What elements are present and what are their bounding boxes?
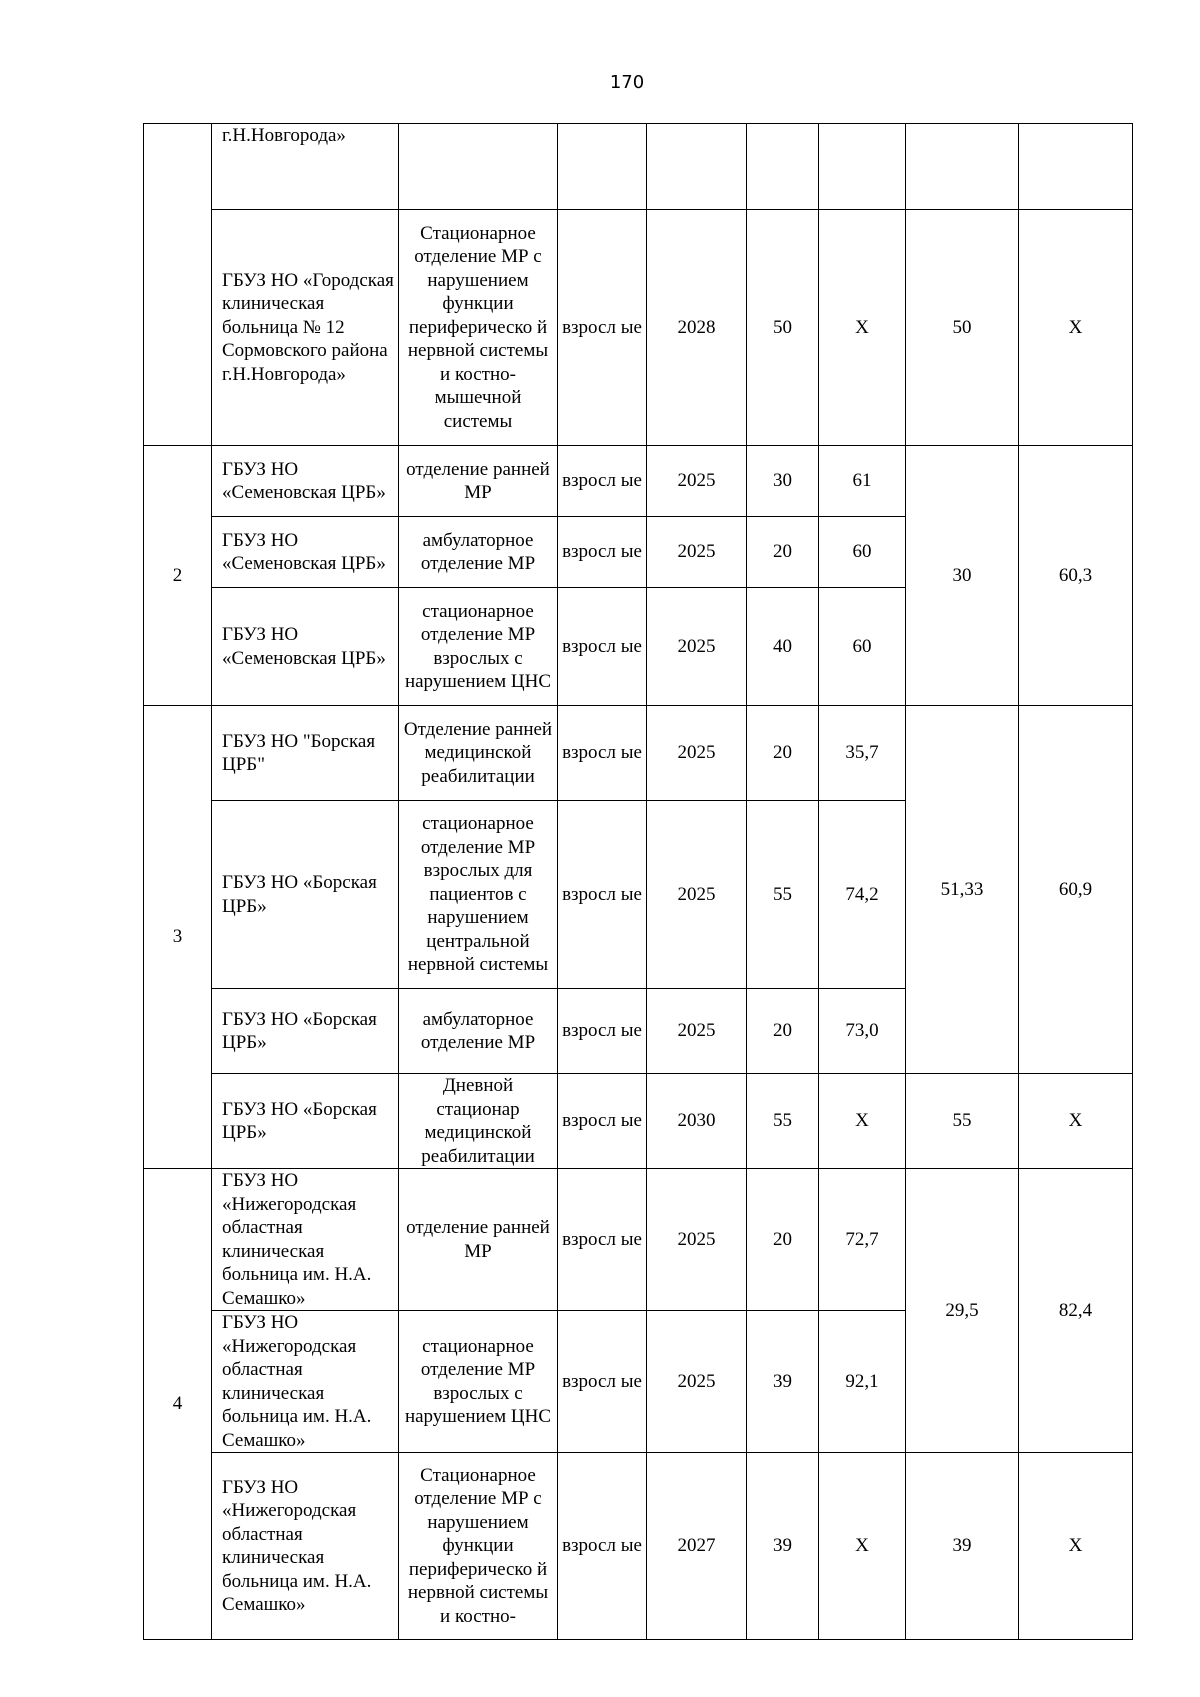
load-cell: 72,7 bbox=[819, 1169, 906, 1311]
department-cell: амбулаторное отделение МР bbox=[399, 517, 558, 588]
age-group-cell: взросл ые bbox=[558, 801, 647, 989]
year-cell: 2025 bbox=[647, 1169, 747, 1311]
age-group-cell: взросл ые bbox=[558, 1074, 647, 1169]
load-cell: 35,7 bbox=[819, 706, 906, 801]
total-load-cell: 60,3 bbox=[1019, 446, 1133, 706]
department-cell: стационарное отделение МР взрослых с нарушением ЦНС bbox=[399, 588, 558, 706]
beds-cell: 55 bbox=[747, 1074, 819, 1169]
beds-cell: 20 bbox=[747, 706, 819, 801]
total-beds-cell bbox=[906, 124, 1019, 210]
beds-cell: 20 bbox=[747, 989, 819, 1074]
department-cell: Отделение ранней медицинской реабилитации bbox=[399, 706, 558, 801]
department-cell: отделение ранней МР bbox=[399, 446, 558, 517]
age-group-cell: взросл ые bbox=[558, 1311, 647, 1453]
load-cell: Х bbox=[819, 1453, 906, 1640]
table-row bbox=[144, 210, 1133, 446]
department-cell: амбулаторное отделение МР bbox=[399, 989, 558, 1074]
organization-cell: ГБУЗ НО «Нижегородская областная клиническая больница им. Н.А. Семашко» bbox=[212, 1453, 399, 1640]
department-cell: Стационарное отделение МР с нарушением функции периферическо й нервной системы и костно-мышечной системы bbox=[399, 210, 558, 446]
age-group-cell: взросл ые bbox=[558, 1169, 647, 1311]
table-row bbox=[144, 706, 1133, 801]
department-cell: стационарное отделение МР взрослых с нарушением ЦНС bbox=[399, 1311, 558, 1453]
total-load-cell: Х bbox=[1019, 1453, 1133, 1640]
age-group-cell: взросл ые bbox=[558, 989, 647, 1074]
organization-cell: ГБУЗ НО «Семеновская ЦРБ» bbox=[212, 446, 399, 517]
year-cell bbox=[647, 124, 747, 210]
total-load-cell bbox=[1019, 124, 1133, 210]
year-cell: 2028 bbox=[647, 210, 747, 446]
load-cell: 60 bbox=[819, 588, 906, 706]
row-number-cell: 3 bbox=[144, 706, 212, 1169]
organization-cell: ГБУЗ НО «Борская ЦРБ» bbox=[212, 989, 399, 1074]
load-cell: 60 bbox=[819, 517, 906, 588]
beds-cell: 40 bbox=[747, 588, 819, 706]
total-beds-cell: 30 bbox=[906, 446, 1019, 706]
total-load-cell: 60,9 bbox=[1019, 706, 1133, 1074]
department-cell bbox=[399, 124, 558, 210]
load-cell bbox=[819, 124, 906, 210]
page-number: 170 bbox=[609, 72, 645, 93]
load-cell: Х bbox=[819, 1074, 906, 1169]
organization-cell: ГБУЗ НО «Городская клиническая больница № 12 Сормовского района г.Н.Новгорода» bbox=[212, 210, 399, 446]
row-number-cell: 2 bbox=[144, 446, 212, 706]
beds-cell: 20 bbox=[747, 1169, 819, 1311]
table-row bbox=[144, 446, 1133, 517]
organization-cell: ГБУЗ НО «Борская ЦРБ» bbox=[212, 801, 399, 989]
year-cell: 2025 bbox=[647, 801, 747, 989]
year-cell: 2025 bbox=[647, 989, 747, 1074]
year-cell: 2025 bbox=[647, 1311, 747, 1453]
rehabilitation-table bbox=[143, 123, 1133, 1640]
year-cell: 2025 bbox=[647, 517, 747, 588]
beds-cell: 50 bbox=[747, 210, 819, 446]
load-cell: 73,0 bbox=[819, 989, 906, 1074]
load-cell: 92,1 bbox=[819, 1311, 906, 1453]
row-number-cell: 4 bbox=[144, 1169, 212, 1640]
organization-cell: г.Н.Новгорода» bbox=[212, 124, 399, 210]
age-group-cell: взросл ые bbox=[558, 588, 647, 706]
beds-cell: 55 bbox=[747, 801, 819, 989]
beds-cell: 20 bbox=[747, 517, 819, 588]
load-cell: 74,2 bbox=[819, 801, 906, 989]
total-beds-cell: 50 bbox=[906, 210, 1019, 446]
beds-cell: 39 bbox=[747, 1453, 819, 1640]
year-cell: 2025 bbox=[647, 446, 747, 517]
organization-cell: ГБУЗ НО «Нижегородская областная клиническая больница им. Н.А. Семашко» bbox=[212, 1311, 399, 1453]
beds-cell: 39 bbox=[747, 1311, 819, 1453]
department-cell: Дневной стационар медицинской реабилитации bbox=[399, 1074, 558, 1169]
organization-cell: ГБУЗ НО «Борская ЦРБ» bbox=[212, 1074, 399, 1169]
total-beds-cell: 55 bbox=[906, 1074, 1019, 1169]
age-group-cell: взросл ые bbox=[558, 706, 647, 801]
row-number-cell bbox=[144, 124, 212, 446]
age-group-cell: взросл ые bbox=[558, 210, 647, 446]
department-cell: Стационарное отделение МР с нарушением функции периферическо й нервной системы и костно- bbox=[399, 1453, 558, 1640]
load-cell: Х bbox=[819, 210, 906, 446]
table-row bbox=[144, 1169, 1133, 1311]
total-load-cell: Х bbox=[1019, 1074, 1133, 1169]
year-cell: 2030 bbox=[647, 1074, 747, 1169]
year-cell: 2027 bbox=[647, 1453, 747, 1640]
beds-cell: 30 bbox=[747, 446, 819, 517]
age-group-cell: взросл ые bbox=[558, 1453, 647, 1640]
year-cell: 2025 bbox=[647, 706, 747, 801]
total-beds-cell: 39 bbox=[906, 1453, 1019, 1640]
age-group-cell: взросл ые bbox=[558, 446, 647, 517]
total-load-cell: Х bbox=[1019, 210, 1133, 446]
organization-cell: ГБУЗ НО "Борская ЦРБ" bbox=[212, 706, 399, 801]
age-group-cell: взросл ые bbox=[558, 517, 647, 588]
organization-cell: ГБУЗ НО «Семеновская ЦРБ» bbox=[212, 517, 399, 588]
age-group-cell bbox=[558, 124, 647, 210]
beds-cell bbox=[747, 124, 819, 210]
total-beds-cell: 29,5 bbox=[906, 1169, 1019, 1453]
department-cell: стационарное отделение МР взрослых для пациентов с нарушением центральной нервной системы bbox=[399, 801, 558, 989]
table-row bbox=[144, 124, 1133, 210]
department-cell: отделение ранней МР bbox=[399, 1169, 558, 1311]
organization-cell: ГБУЗ НО «Нижегородская областная клиническая больница им. Н.А. Семашко» bbox=[212, 1169, 399, 1311]
total-beds-cell: 51,33 bbox=[906, 706, 1019, 1074]
load-cell: 61 bbox=[819, 446, 906, 517]
total-load-cell: 82,4 bbox=[1019, 1169, 1133, 1453]
table-row bbox=[144, 1453, 1133, 1640]
organization-cell: ГБУЗ НО «Семеновская ЦРБ» bbox=[212, 588, 399, 706]
year-cell: 2025 bbox=[647, 588, 747, 706]
table-row bbox=[144, 1074, 1133, 1169]
